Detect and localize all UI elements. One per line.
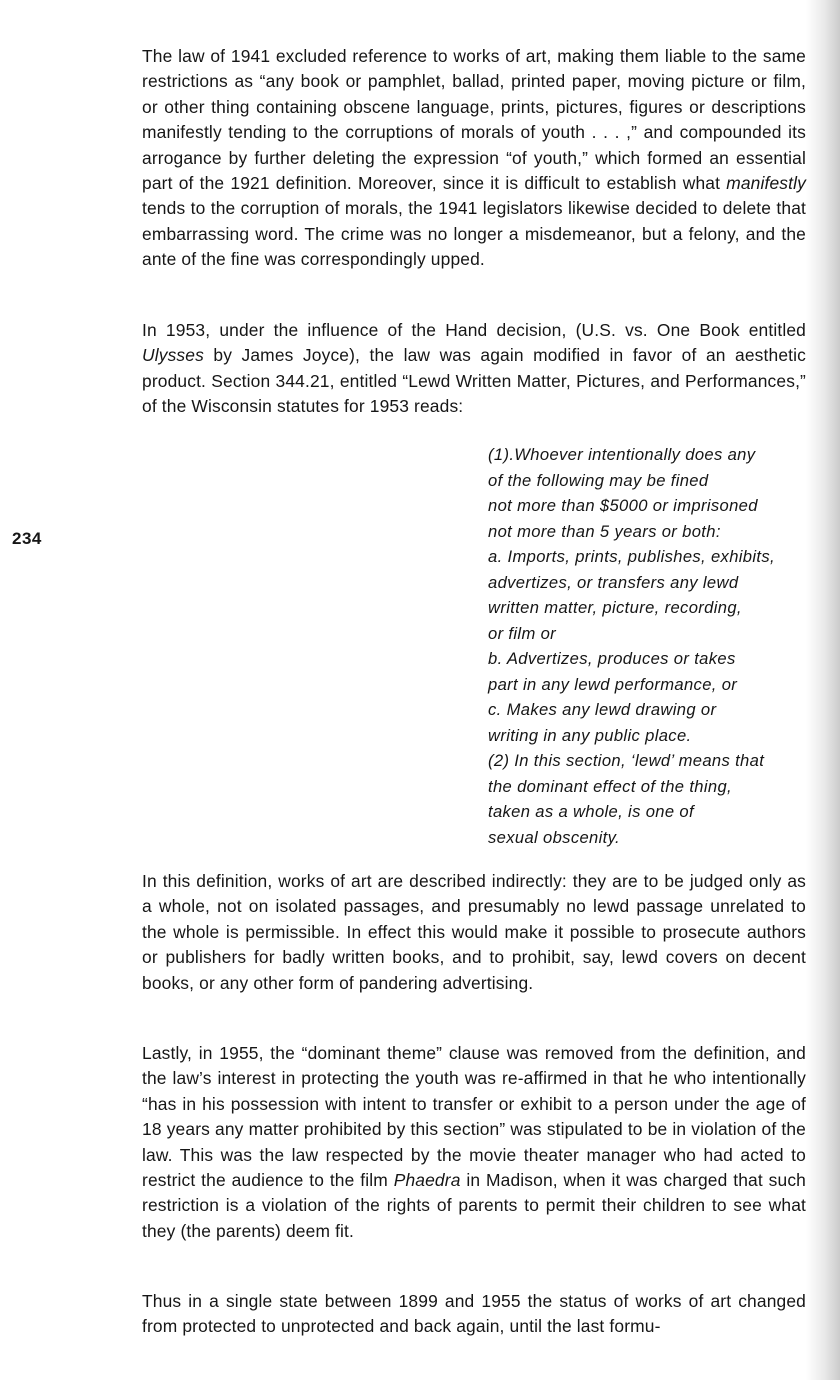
page-number: 234 — [12, 529, 42, 548]
quote-line: c. Makes any lewd drawing or — [488, 700, 717, 719]
quote-line: not more than 5 years or both: — [488, 521, 721, 541]
paragraph-2-text-b: by James Joyce), the law was again modified in favor of an aesthetic product. Section 344.21, entitled “Lewd Written Matter, Pictures, and Performances,” of the Wisconsin statutes for 1953 reads: — [142, 345, 806, 417]
quote-line: or film or — [488, 623, 557, 643]
quote-line: not more than $5000 or imprisoned — [488, 496, 758, 515]
quote-line: taken as a whole, is one of — [488, 802, 694, 821]
paragraph-4 — [142, 1041, 806, 1244]
quote-line: advertizes, or transfers any lewd — [488, 572, 739, 592]
quote-line: (2) In this section, ‘lewd’ means that — [488, 751, 765, 770]
quote-line: b. Advertizes, produces or takes — [488, 649, 736, 668]
quote-line: of the following may be fined — [488, 470, 709, 490]
quote-line: writing in any public place. — [488, 725, 692, 745]
paragraph-4-italic: Phaedra — [393, 1170, 461, 1191]
paragraph-5: Thus in a single state between 1899 and 1955 the status of works of art changed from protected to unprotected and back again, until the last formu- — [142, 1291, 806, 1337]
quote-line: (1).Whoever intentionally does any — [488, 445, 756, 464]
statute-quote — [488, 442, 818, 850]
paragraph-3: In this definition, works of art are described indirectly: they are to be judged only as a whole, not on isolated passages, and presumably no lewd passage unrelated to the whole is permissible. In effect this would make it possible to prosecute authors or publishers for badly written books, and to prohibit, say, lewd covers on decent books, or any other form of pandering advertising. — [142, 871, 806, 993]
paragraph-4-text-b: in Madison, when it was charged that such restriction is a violation of the rights of parents to permit their children to see what they (the parents) deem fit. — [142, 1170, 806, 1241]
paragraph-1-italic: manifestly — [726, 173, 806, 194]
quote-line: part in any lewd performance, or — [488, 674, 738, 694]
quote-line: written matter, picture, recording, — [488, 598, 742, 617]
paragraph-1-text-a: The law of 1941 excluded reference to works of art, making them liable to the same restrictions as “any book or pamphlet, ballad, printed paper, moving picture or film, or other thing containing obscene language, prints, pictures, figures or descriptions manifestly tending to the corruptions of morals of youth . . . ,” and compounded its arrogance by further deleting the expression “of youth,” which formed an essential part of the 1921 definition. Moreover, since it is difficult to establish what — [142, 46, 806, 194]
quote-line: the dominant effect of the thing, — [488, 776, 733, 796]
paragraph-1-text-b: tends to the corruption of morals, the 1941 legislators likewise decided to delete that embarrassing word. The crime was no longer a misdemeanor, but a felony, and the ante of the fine was correspondingly upped. — [142, 198, 806, 270]
paragraph-4-text-a: Lastly, in 1955, the “dominant theme” clause was removed from the definition, and the law’s interest in protecting the youth was re-affirmed in that he who intentionally “has in his possession with intent to transfer or exhibit to a person under the age of 18 years any matter prohibited by this section” was stipulated to be in violation of the law. This was the law respected by the movie theater manager who had acted to restrict the audience to the film — [142, 1043, 806, 1191]
paragraph-2-text-a: In 1953, under the influence of the Hand decision, (U.S. vs. One Book entitled — [142, 320, 806, 340]
quote-line: a. Imports, prints, publishes, exhibits, — [488, 547, 775, 566]
quote-line: sexual obscenity. — [488, 827, 621, 847]
paragraph-2 — [142, 318, 806, 420]
paragraph-2-italic: Ulysses — [142, 345, 204, 366]
paragraph-1 — [142, 44, 806, 273]
